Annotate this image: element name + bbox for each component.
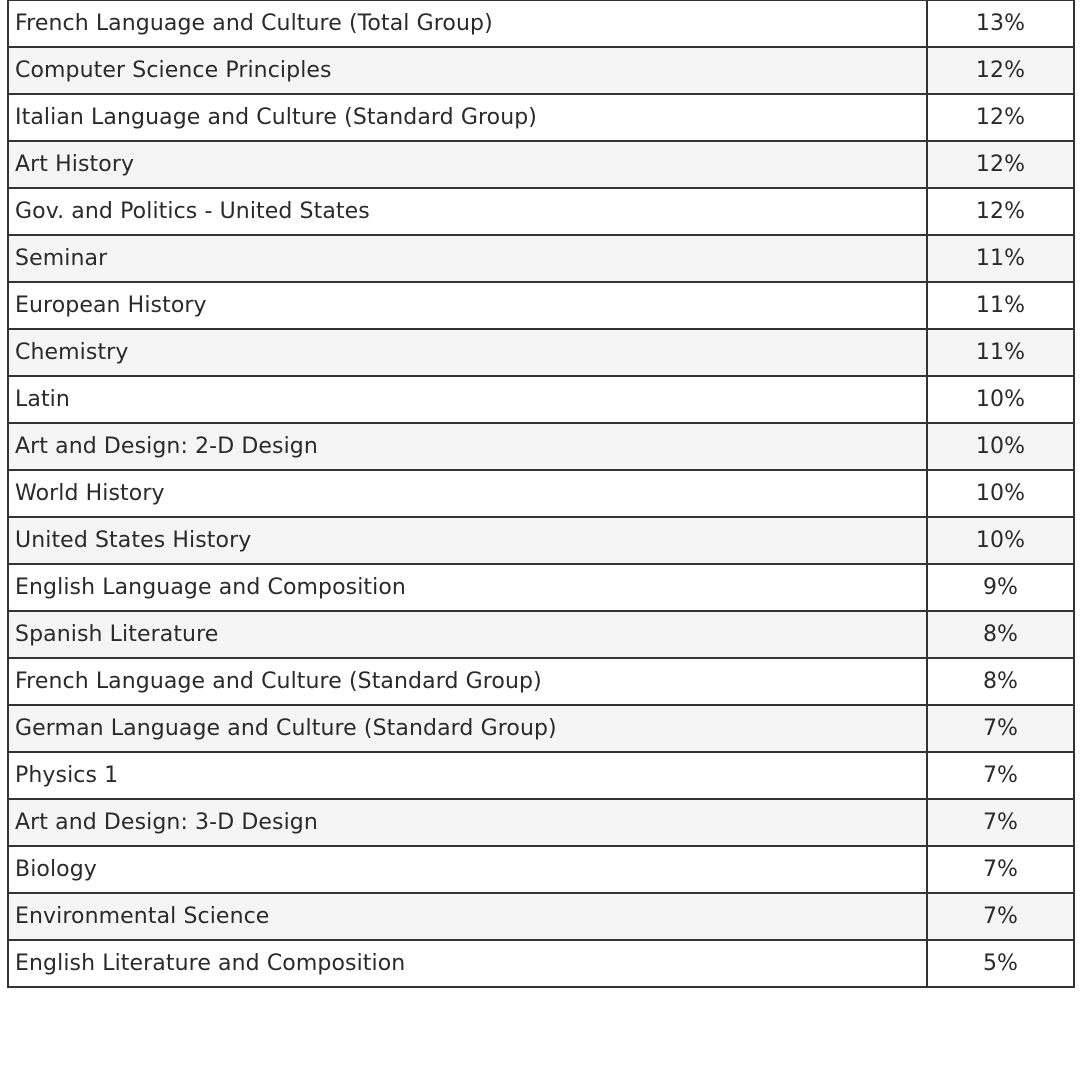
percent-cell: 12% <box>927 188 1074 235</box>
table-row <box>8 799 1074 846</box>
table-row <box>8 705 1074 752</box>
table-row <box>8 94 1074 141</box>
percent-cell: 9% <box>927 564 1074 611</box>
percent-cell: 7% <box>927 846 1074 893</box>
percent-cell: 8% <box>927 611 1074 658</box>
subject-cell: Physics 1 <box>8 752 927 799</box>
subject-cell: Chemistry <box>8 329 927 376</box>
percent-cell: 7% <box>927 752 1074 799</box>
subject-cell: United States History <box>8 517 927 564</box>
subject-cell: German Language and Culture (Standard Group) <box>8 705 927 752</box>
percent-cell: 10% <box>927 517 1074 564</box>
table-row <box>8 752 1074 799</box>
table-row <box>8 141 1074 188</box>
subject-cell: Spanish Literature <box>8 611 927 658</box>
table-row <box>8 329 1074 376</box>
percent-cell: 10% <box>927 423 1074 470</box>
table-row <box>8 940 1074 987</box>
percent-cell: 12% <box>927 47 1074 94</box>
subject-cell: Art and Design: 3-D Design <box>8 799 927 846</box>
percent-cell: 8% <box>927 658 1074 705</box>
table-row <box>8 235 1074 282</box>
percent-cell: 12% <box>927 94 1074 141</box>
percent-cell: 10% <box>927 376 1074 423</box>
table-row <box>8 564 1074 611</box>
percent-cell: 11% <box>927 329 1074 376</box>
subject-cell: Computer Science Principles <box>8 47 927 94</box>
score-table <box>7 0 1075 988</box>
subject-cell: Latin <box>8 376 927 423</box>
percent-cell: 11% <box>927 282 1074 329</box>
subject-cell: English Language and Composition <box>8 564 927 611</box>
table-row <box>8 893 1074 940</box>
table-row <box>8 0 1074 47</box>
table-row <box>8 517 1074 564</box>
percent-cell: 11% <box>927 235 1074 282</box>
subject-cell: Art and Design: 2-D Design <box>8 423 927 470</box>
subject-cell: Environmental Science <box>8 893 927 940</box>
percent-cell: 7% <box>927 893 1074 940</box>
table-row <box>8 611 1074 658</box>
subject-cell: European History <box>8 282 927 329</box>
subject-cell: World History <box>8 470 927 517</box>
table-row <box>8 282 1074 329</box>
percent-cell: 7% <box>927 705 1074 752</box>
percent-cell: 10% <box>927 470 1074 517</box>
subject-cell: Gov. and Politics - United States <box>8 188 927 235</box>
table-row <box>8 846 1074 893</box>
score-table-container <box>7 0 1073 988</box>
percent-cell: 5% <box>927 940 1074 987</box>
subject-cell: English Literature and Composition <box>8 940 927 987</box>
subject-cell: Italian Language and Culture (Standard Group) <box>8 94 927 141</box>
subject-cell: Art History <box>8 141 927 188</box>
subject-cell: Biology <box>8 846 927 893</box>
table-row <box>8 376 1074 423</box>
table-row <box>8 470 1074 517</box>
percent-cell: 12% <box>927 141 1074 188</box>
table-row <box>8 188 1074 235</box>
table-row <box>8 47 1074 94</box>
subject-cell: French Language and Culture (Total Group) <box>8 0 927 47</box>
table-row <box>8 423 1074 470</box>
score-table-body <box>8 0 1074 987</box>
subject-cell: Seminar <box>8 235 927 282</box>
table-row <box>8 658 1074 705</box>
subject-cell: French Language and Culture (Standard Group) <box>8 658 927 705</box>
percent-cell: 7% <box>927 799 1074 846</box>
percent-cell: 13% <box>927 0 1074 47</box>
